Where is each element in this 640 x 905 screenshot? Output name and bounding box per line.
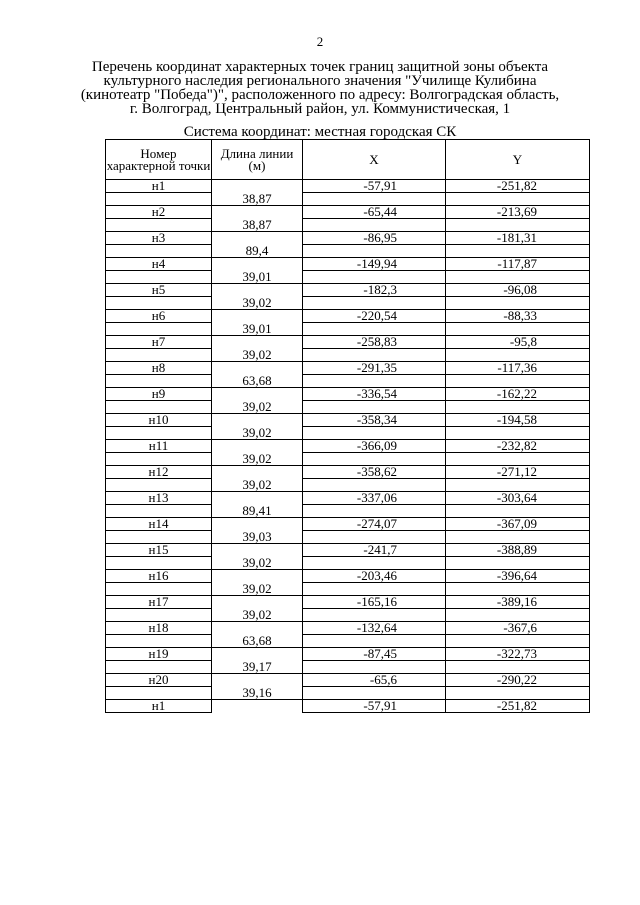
table-row: [106, 336, 590, 349]
title-line-2: культурного наследия регионального значения "Училище Кулибина: [103, 73, 537, 89]
document-title: [60, 60, 580, 116]
point-number-cell: н3: [106, 232, 212, 245]
point-number-cell: н17: [106, 596, 212, 609]
table-row: [106, 180, 590, 193]
line-length-cell: 38,87: [212, 219, 303, 232]
x-coordinate-cell: -358,34: [303, 414, 446, 427]
y-coordinate-cell: -88,33: [446, 310, 590, 323]
page-number: 2: [316, 34, 324, 49]
table-row: [106, 388, 590, 401]
point-number-cell: н14: [106, 518, 212, 531]
y-coordinate-cell: -95,8: [446, 336, 590, 349]
x-coordinate-cell: -57,91: [303, 180, 446, 193]
y-coordinate-cell: -96,08: [446, 284, 590, 297]
y-coordinate-cell: -162,22: [446, 388, 590, 401]
x-coordinate-cell: -87,45: [303, 648, 446, 661]
x-coordinate-cell: -258,83: [303, 336, 446, 349]
x-coordinate-cell: -291,35: [303, 362, 446, 375]
table-row: [106, 310, 590, 323]
line-length-cell: 39,16: [212, 687, 303, 700]
point-number-cell: н13: [106, 492, 212, 505]
coordinates-table-wrapper: [105, 139, 589, 713]
point-number-cell: н7: [106, 336, 212, 349]
point-number-cell: н19: [106, 648, 212, 661]
line-length-cell: 63,68: [212, 375, 303, 388]
line-length-cell: 39,02: [212, 557, 303, 570]
point-number-cell: н8: [106, 362, 212, 375]
table-row: [106, 596, 590, 609]
title-line-3: (кинотеатр "Победа")", расположенного по адресу: Волгоградская область,: [80, 87, 560, 103]
y-coordinate-cell: -389,16: [446, 596, 590, 609]
point-number-cell: н20: [106, 674, 212, 687]
point-number-cell: н15: [106, 544, 212, 557]
line-length-cell: 39,02: [212, 427, 303, 440]
y-coordinate-cell: -117,36: [446, 362, 590, 375]
y-coordinate-cell: -251,82: [446, 180, 590, 193]
line-length-cell: 39,02: [212, 297, 303, 310]
x-coordinate-cell: -65,44: [303, 206, 446, 219]
table-row: [106, 492, 590, 505]
line-length-cell: 39,01: [212, 271, 303, 284]
line-length-cell: 39,02: [212, 583, 303, 596]
point-number-cell: н6: [106, 310, 212, 323]
y-coordinate-cell: -290,22: [446, 674, 590, 687]
table-row: [106, 258, 590, 271]
table-row: [106, 206, 590, 219]
x-coordinate-cell: -220,54: [303, 310, 446, 323]
table-row: [106, 362, 590, 375]
x-coordinate-cell: -203,46: [303, 570, 446, 583]
y-coordinate-cell: -396,64: [446, 570, 590, 583]
table-body: [106, 180, 590, 713]
point-number-cell: н1: [106, 700, 212, 713]
y-coordinate-cell: -367,09: [446, 518, 590, 531]
point-number-cell: н2: [106, 206, 212, 219]
y-coordinate-cell: -367,6: [446, 622, 590, 635]
line-length-empty-cell: [212, 700, 303, 713]
y-coordinate-cell: -303,64: [446, 492, 590, 505]
table-row: [106, 440, 590, 453]
line-length-cell: 39,01: [212, 323, 303, 336]
line-length-cell: 39,17: [212, 661, 303, 674]
y-coordinate-cell: -117,87: [446, 258, 590, 271]
y-coordinate-cell: -271,12: [446, 466, 590, 479]
table-row: [106, 674, 590, 687]
point-number-cell: н10: [106, 414, 212, 427]
table-row: [106, 518, 590, 531]
x-coordinate-cell: -165,16: [303, 596, 446, 609]
x-coordinate-cell: -149,94: [303, 258, 446, 271]
point-number-cell: н12: [106, 466, 212, 479]
line-length-cell: 39,02: [212, 401, 303, 414]
coordinates-table: [105, 139, 590, 713]
point-number-cell: н11: [106, 440, 212, 453]
x-coordinate-cell: -366,09: [303, 440, 446, 453]
y-coordinate-cell: -251,82: [446, 700, 590, 713]
x-coordinate-cell: -241,7: [303, 544, 446, 557]
table-row: [106, 544, 590, 557]
table-header-row: [106, 140, 590, 180]
line-length-cell: 39,02: [212, 453, 303, 466]
title-line-4: г. Волгоград, Центральный район, ул. Коммунистическая, 1: [129, 101, 511, 117]
y-coordinate-cell: -322,73: [446, 648, 590, 661]
header-x: X: [303, 140, 446, 180]
line-length-cell: 39,02: [212, 609, 303, 622]
point-number-cell: н4: [106, 258, 212, 271]
y-coordinate-cell: -194,58: [446, 414, 590, 427]
line-length-cell: 63,68: [212, 635, 303, 648]
x-coordinate-cell: -274,07: [303, 518, 446, 531]
line-length-cell: 39,03: [212, 531, 303, 544]
x-coordinate-cell: -86,95: [303, 232, 446, 245]
table-row: [106, 466, 590, 479]
x-coordinate-cell: -182,3: [303, 284, 446, 297]
table-row: [106, 700, 590, 713]
header-line-length: Длина линии (м): [212, 140, 303, 180]
table-row: [106, 648, 590, 661]
header-point-number: Номер характерной точки: [106, 140, 212, 180]
table-row: [106, 414, 590, 427]
point-number-cell: н5: [106, 284, 212, 297]
line-length-cell: 39,02: [212, 479, 303, 492]
y-coordinate-cell: -181,31: [446, 232, 590, 245]
coordinate-system-label: Система координат: местная городская СК: [183, 124, 457, 140]
x-coordinate-cell: -336,54: [303, 388, 446, 401]
table-row: [106, 622, 590, 635]
point-number-cell: н18: [106, 622, 212, 635]
point-number-cell: н16: [106, 570, 212, 583]
x-coordinate-cell: -57,91: [303, 700, 446, 713]
line-length-cell: 38,87: [212, 193, 303, 206]
title-line-1: Перечень координат характерных точек границ защитной зоны объекта: [91, 59, 549, 75]
point-number-cell: н1: [106, 180, 212, 193]
table-row: [106, 232, 590, 245]
y-coordinate-cell: -232,82: [446, 440, 590, 453]
point-number-cell: н9: [106, 388, 212, 401]
x-coordinate-cell: -358,62: [303, 466, 446, 479]
x-coordinate-cell: -132,64: [303, 622, 446, 635]
line-length-cell: 89,41: [212, 505, 303, 518]
x-coordinate-cell: -65,6: [303, 674, 446, 687]
y-coordinate-cell: -213,69: [446, 206, 590, 219]
line-length-cell: 89,4: [212, 245, 303, 258]
line-length-cell: 39,02: [212, 349, 303, 362]
header-y: Y: [446, 140, 590, 180]
table-row: [106, 284, 590, 297]
x-coordinate-cell: -337,06: [303, 492, 446, 505]
table-row: [106, 570, 590, 583]
y-coordinate-cell: -388,89: [446, 544, 590, 557]
